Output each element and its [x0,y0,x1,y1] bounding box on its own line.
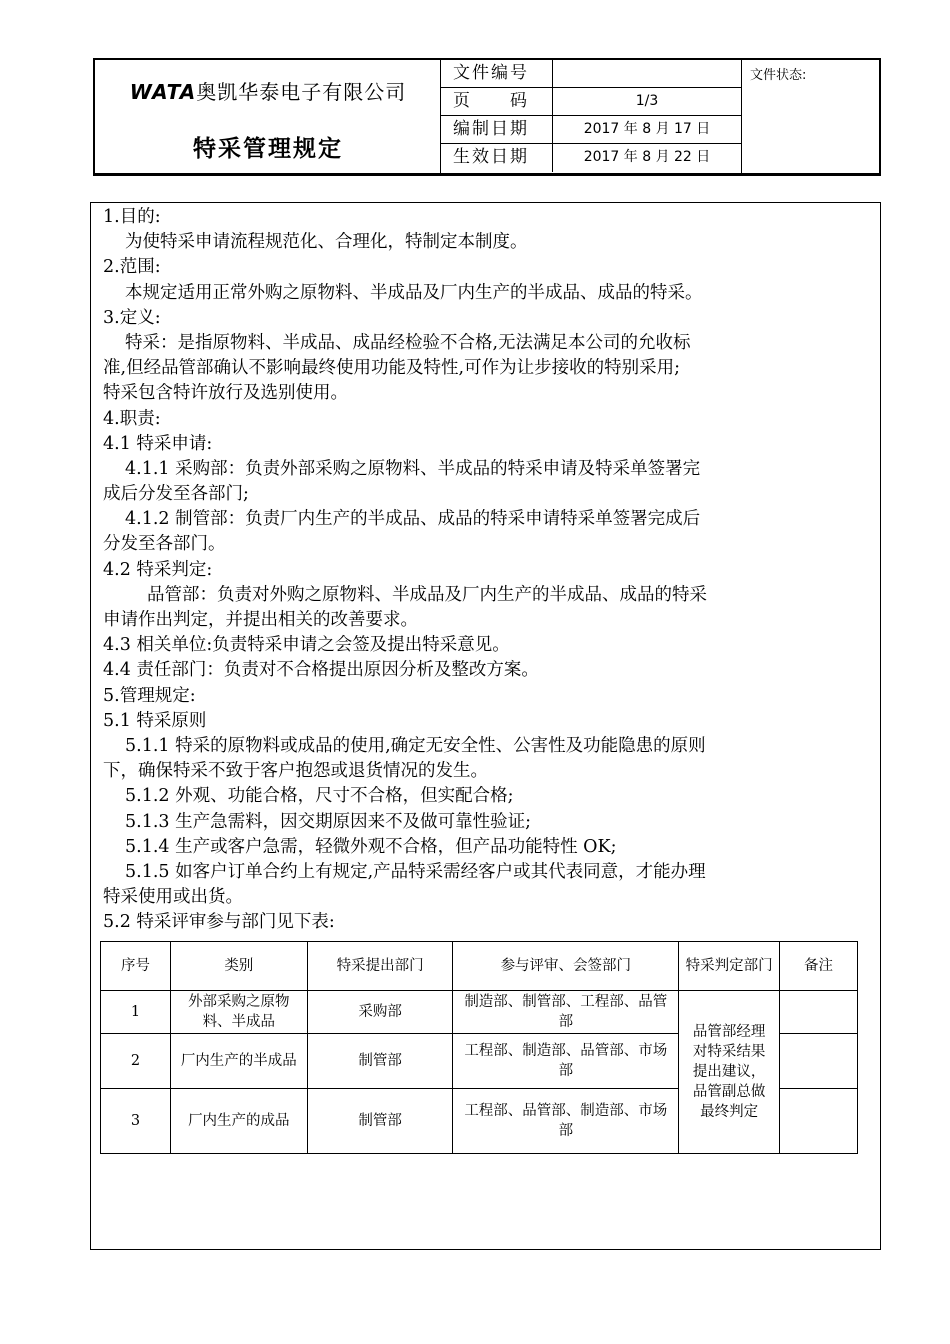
subsection-heading: 4.3 相关单位:负责特采申请之会签及提出特采意见。 [103,635,510,656]
review-departments-table [100,941,858,1154]
company-name [103,76,433,105]
document-info-grid [440,60,742,173]
row-submitting-dept: 采购部 [307,991,453,1034]
row-number: 2 [101,1034,171,1089]
paragraph-line: 下，确保特采不致于客户抱怨或退货情况的发生。 [103,761,488,782]
section-heading: 3.定义: [103,307,161,328]
document-body [90,202,881,1250]
paragraph-line: 5.1.5 如客户订单合约上有规定,产品特采需经客户或其代表同意，才能办理 [125,861,706,882]
subsection-heading: 4.1 特采申请: [103,433,213,454]
paragraph-line: 5.1.3 生产急需料，因交期原因来不及做可靠性验证; [125,811,531,832]
row-submitting-dept: 制管部 [307,1034,453,1089]
row-reviewing-depts: 工程部、品管部、制造部、市场部 [453,1089,679,1154]
section-heading: 2.范围: [103,257,161,278]
row-note [780,991,858,1034]
company-brand: WATA [129,80,197,104]
info-value: 1/3 [635,93,659,109]
subsection-heading: 4.4 责任部门：负责对不合格提出原因分析及整改方案。 [103,660,539,681]
column-header: 特采提出部门 [307,942,453,991]
table-row [101,991,858,1034]
paragraph-line: 分发至各部门。 [103,534,226,555]
column-header: 类别 [170,942,307,991]
paragraph-line: 为使特采申请流程规范化、合理化，特制定本制度。 [125,232,528,253]
document-title: 特采管理规定 [193,136,343,162]
paragraph-line: 特采包含特许放行及选别使用。 [103,383,348,404]
section-heading: 4.职责: [103,408,161,429]
column-header: 序号 [101,942,171,991]
subsection-heading: 5.2 特采评审参与部门见下表: [103,912,335,933]
paragraph-line: 成后分发至各部门; [103,484,249,505]
info-label: 文件编号 [441,60,553,87]
section-heading: 1.目的: [103,207,161,227]
paragraph-line: 申请作出判定，并提出相关的改善要求。 [103,610,418,630]
row-number: 3 [101,1089,171,1154]
info-row-prepared-date [441,116,741,144]
paragraph-line: 4.1.1 采购部：负责外部采购之原物料、半成品的特采申请及特采单签署完 [125,458,701,479]
paragraph-line: 5.1.1 特采的原物料或成品的使用,确定无安全性、公害性及功能隐患的原则 [125,735,706,756]
section-heading: 5.管理规定: [103,685,196,706]
body-text [103,205,873,935]
company-name-text: 奥凯华泰电子有限公司 [196,80,407,104]
info-row-effective-date [441,144,741,172]
column-header: 参与评审、会签部门 [453,942,679,991]
row-number: 1 [101,991,171,1034]
info-row-page [441,88,741,116]
document-header [93,58,881,176]
row-reviewing-depts: 工程部、制造部、品管部、市场部 [453,1034,679,1089]
info-value: 2017 年 8 月 17 日 [583,121,711,137]
document-status-label: 文件状态: [750,68,807,83]
column-header: 备注 [780,942,858,991]
row-category: 厂内生产的成品 [170,1089,307,1154]
info-value [553,60,741,87]
table-header-row [101,942,858,991]
row-note [780,1089,858,1154]
info-label: 页 码 [441,88,553,115]
row-submitting-dept: 制管部 [307,1089,453,1154]
row-note [780,1034,858,1089]
paragraph-line: 5.1.2 外观、功能合格，尺寸不合格，但实配合格; [125,786,514,807]
info-row-doc-number [441,60,741,88]
info-label: 编制日期 [441,116,553,143]
paragraph-line: 5.1.4 生产或客户急需，轻微外观不合格，但产品功能特性 OK; [125,836,617,857]
paragraph-line: 准,但经品管部确认不影响最终使用功能及特性,可作为让步接收的特别采用; [103,358,681,379]
info-label: 生效日期 [441,144,553,172]
row-category: 外部采购之原物料、半成品 [170,991,307,1034]
row-category: 厂内生产的半成品 [170,1034,307,1089]
judgement-dept-cell: 品管部经理对特采结果提出建议，品管副总做最终判定 [679,991,780,1154]
subsection-heading: 5.1 特采原则 [103,710,207,731]
paragraph-line: 特采：是指原物料、半成品、成品经检验不合格,无法满足本公司的允收标 [125,332,691,353]
column-header: 特采判定部门 [679,942,780,991]
paragraph-line: 4.1.2 制管部：负责厂内生产的半成品、成品的特采申请特采单签署完成后 [125,509,701,530]
row-reviewing-depts: 制造部、制管部、工程部、品管部 [453,991,679,1034]
paragraph-line: 本规定适用正常外购之原物料、半成品及厂内生产的半成品、成品的特采。 [125,282,703,303]
paragraph-line: 品管部：负责对外购之原物料、半成品及厂内生产的半成品、成品的特采 [147,584,707,605]
paragraph-line: 特采使用或出货。 [103,887,243,908]
subsection-heading: 4.2 特采判定: [103,559,213,580]
info-value: 2017 年 8 月 22 日 [583,149,711,165]
